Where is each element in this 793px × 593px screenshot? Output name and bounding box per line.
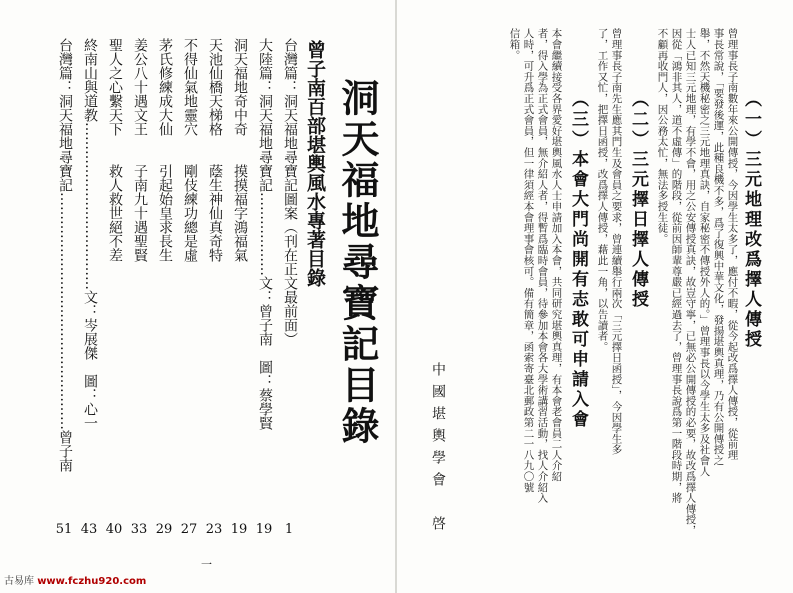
toc-entry: 不得仙氣地靈穴 剛伎練功總是虛	[182, 38, 198, 262]
toc-entry: 洞天福地奇中奇 摸摸福字鴻福氣	[232, 38, 248, 262]
watermark-url: www.fczhu920.com	[37, 576, 147, 587]
toc-entry: 大陸篇：洞天福地尋寶記………………文：曾子南 圖：蔡學賢	[257, 38, 273, 430]
toc-page-number: 1	[284, 522, 294, 537]
section-heading: （一）三元地理改爲擇人傳授	[741, 90, 761, 350]
watermark	[4, 572, 146, 587]
body-line: 信箱。	[508, 28, 521, 61]
toc-entry: 台灣篇：洞天福地尋寶記圖案（刊在正文最前面）	[282, 38, 298, 346]
body-line: 曾理事長子南先生應其門生及會員之要求，曾連續舉行兩次「三元擇日函授」，今因學生多	[610, 28, 623, 455]
body-line: 舉，不然天機秘密之三元地理真訣，自家秘密不傳授外人的。」曾理事長以今學生太多及社會人	[698, 28, 711, 477]
body-line: 不顧再收門人，因公務太忙，無法多授生徒。	[656, 28, 669, 244]
body-line: 人時，可升爲正式會員，但一律須經本會理事會核可。備有簡章，函索寄臺北郵政第二一八九〇號	[522, 28, 535, 493]
body-line: 士人已知三元地理，有學不會，用之公安傳授真訣，故豈守寧，已無必公開傳授的必要，故改爲擇人傳授，	[684, 28, 697, 536]
toc-page-number: 29	[155, 522, 173, 537]
body-line: 者，得入學為正式會員，無介紹人者，得暫爲臨時會員，待參加本會各大學術講習活動，找人介紹入	[536, 28, 549, 504]
toc-page-number: 19	[255, 522, 273, 537]
watermark-prefix: 古易库	[4, 576, 34, 587]
toc-entry: 姜公八十遇文王 子南九十遇聖賢	[132, 38, 148, 262]
toc-page-number: 43	[80, 522, 98, 537]
toc-page-number: 51	[55, 522, 73, 537]
signature: 中國堪輿學會 啓	[430, 362, 446, 538]
body-line: 事長常說，「要發後運，此種良機不多，爲了復興中華文化，發揚堪輿真理，乃有公開傳授之	[712, 28, 725, 466]
toc-main-title: 洞天福地尋寶記目錄	[335, 78, 380, 447]
toc-section-title: 曾子南百部堪輿風水專著目錄	[304, 40, 326, 287]
body-line: 本會繼續接受各界愛好堪輿風水人士申請加入本會，共同研究堪輿真理，有本會老會員二人介紹	[550, 28, 563, 482]
section-heading: （二）三元擇日擇人傳授	[628, 90, 648, 310]
right-page	[397, 0, 793, 593]
toc-page-number: 27	[180, 522, 198, 537]
toc-entry: 終南山與道教………………………………文：岑展傑 圖：心一	[82, 38, 98, 430]
left-page	[0, 0, 396, 593]
body-line: 了，工作又忙，把擇日函授，改爲擇人傳授，藉此一角，以告讀者。	[596, 28, 609, 352]
toc-entry: 聖人之心繫天下 救人救世絕不差	[107, 38, 123, 262]
toc-entry: 天池仙橋天梯格 蔭生神仙真奇特	[207, 38, 223, 262]
toc-entry: 茅氏修練成大仙 引起始皇求長生	[157, 38, 173, 262]
toc-page-number: 33	[130, 522, 148, 537]
body-line: 因從「鴻非其人，道不虛傳」的階段，從前因師輩尊嚴已經過去了，曾理事長說爲第一階段時期，將	[670, 28, 683, 504]
toc-page-number: 19	[230, 522, 248, 537]
toc-page-number: 40	[105, 522, 123, 537]
body-line: 曾理事長子南數年來公開傳授，今因學生太多了，應付不暇，從今起改爲擇人傳授，從前理	[726, 28, 739, 460]
section-heading: （三）本會大門尚開有志敢可申請入會	[568, 90, 588, 430]
page-folio: 一	[201, 558, 212, 571]
toc-entry: 台灣篇：洞天福地尋寶記……………………………………………曾子南	[57, 38, 73, 472]
toc-page-number: 23	[205, 522, 223, 537]
